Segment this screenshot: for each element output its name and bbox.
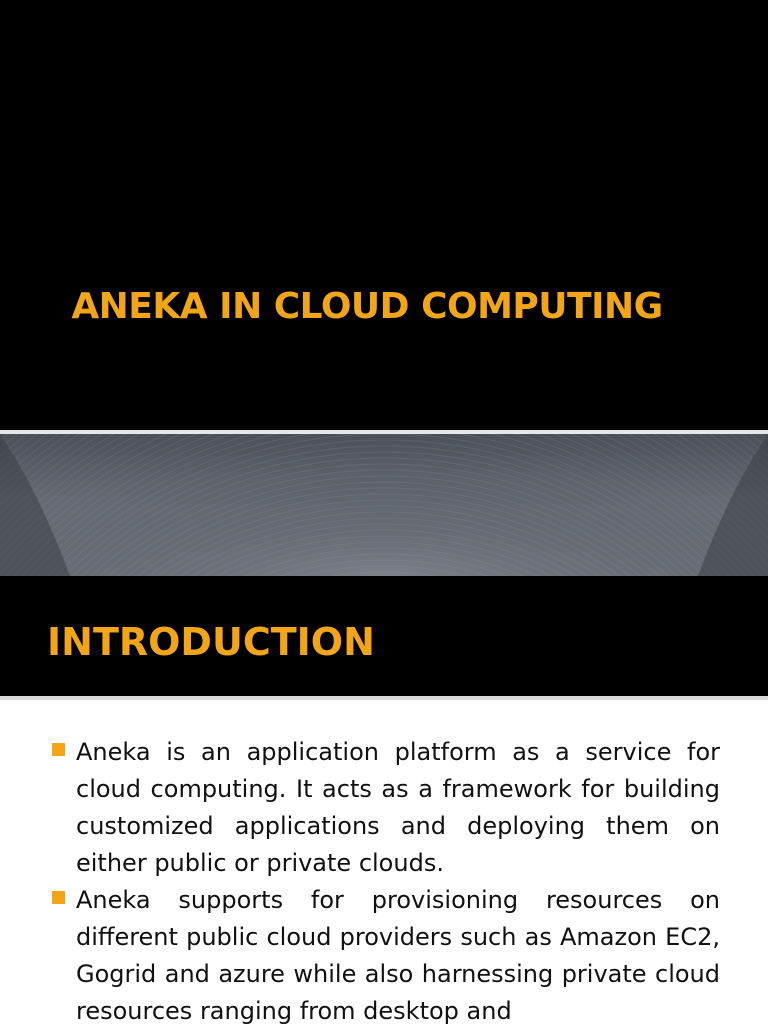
bullet-text: Aneka is an application platform as a service for cloud computing. It acts as a framework for building customized applications and deploying them on either public or private clouds.: [76, 738, 720, 877]
decorative-arc-band: [0, 434, 768, 576]
title-slide-heading: ANEKA IN CLOUD COMPUTING: [71, 286, 663, 327]
bullet-text: Aneka supports for provisioning resources on different public cloud providers such as Amazon EC2, Gogrid and azure while also harnessing private cloud resources ranging from desktop and: [76, 886, 720, 1024]
square-bullet-icon: [52, 743, 65, 756]
arc-pattern-graphic: [0, 434, 768, 576]
bullet-item: [48, 734, 720, 882]
bullet-list: [48, 734, 720, 1024]
introduction-heading: INTRODUCTION: [47, 620, 375, 664]
title-slide: [0, 0, 768, 430]
square-bullet-icon: [52, 891, 65, 904]
bullet-item: [48, 882, 720, 1024]
